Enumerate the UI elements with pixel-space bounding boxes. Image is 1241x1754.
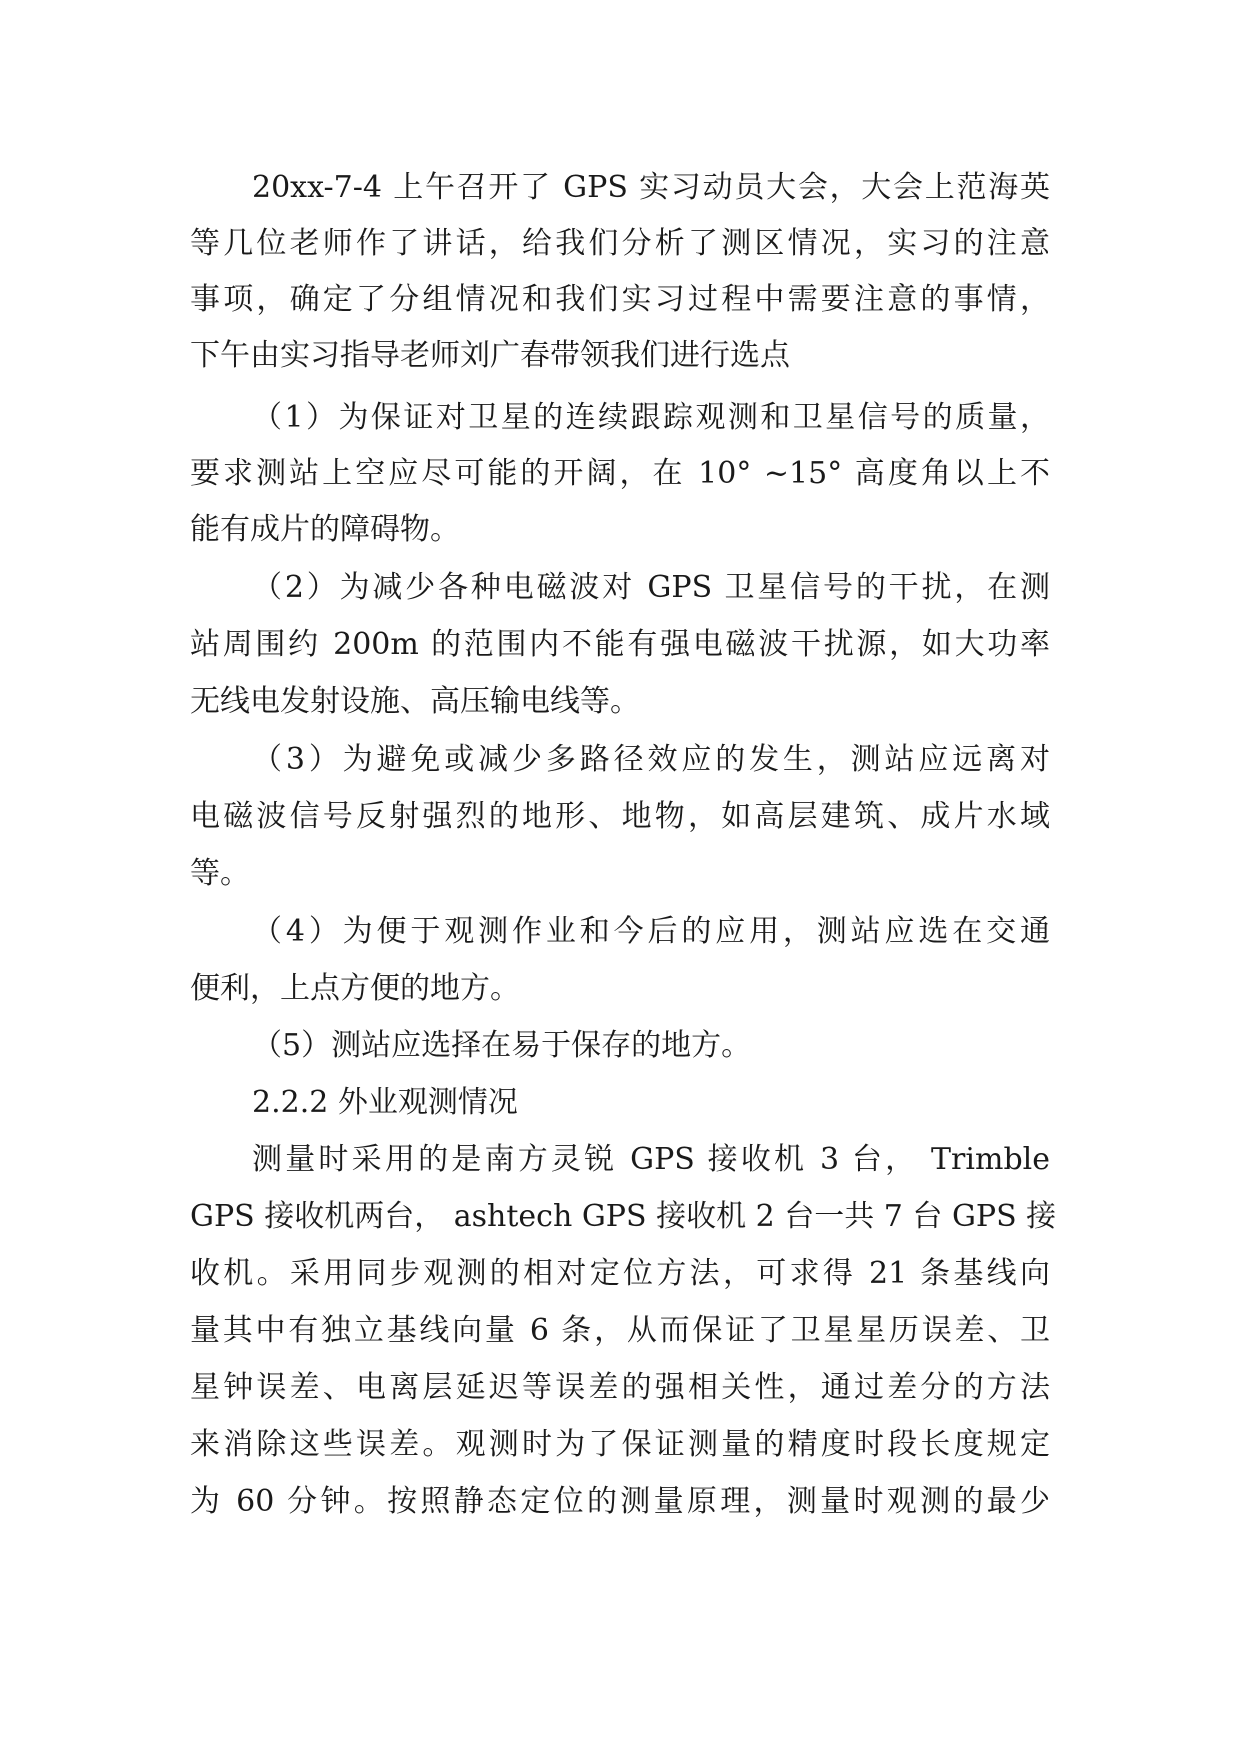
text-line-14: （4）为便于观测作业和今后的应用，测站应选在交通 [252,914,1050,949]
text-line-22: 星钟误差、电离层延迟等误差的强相关性，通过差分的方法 [190,1370,1050,1405]
text-line-2: 等几位老师作了讲话，给我们分析了测区情况，实习的注意 [190,226,1050,261]
text-line-23: 来消除这些误差。观测时为了保证测量的精度时段长度规定 [190,1427,1050,1462]
text-line-13: 等。 [190,856,250,891]
text-line-15: 便利，上点方便的地方。 [190,971,520,1006]
text-line-11: （3）为避免或减少多路径效应的发生，测站应远离对 [252,742,1050,777]
text-line-16: （5）测站应选择在易于保存的地方。 [252,1028,752,1063]
text-line-20: 收机。采用同步观测的相对定位方法，可求得 21 条基线向 [190,1256,1050,1291]
text-line-8: （2）为减少各种电磁波对 GPS 卫星信号的干扰，在测 [252,570,1050,605]
text-line-6: 要求测站上空应尽可能的开阔，在 10° ~15° 高度角以上不 [190,456,1050,491]
text-line-9: 站周围约 200m 的范围内不能有强电磁波干扰源，如大功率 [190,627,1050,662]
text-line-19: GPS 接收机两台， ashtech GPS 接收机 2 台一共 7 台 GPS 接 [190,1199,1057,1234]
text-line-21: 量其中有独立基线向量 6 条，从而保证了卫星星历误差、卫 [190,1313,1050,1348]
text-line-4: 下午由实习指导老师刘广春带领我们进行选点 [190,338,790,373]
text-line-12: 电磁波信号反射强烈的地形、地物，如高层建筑、成片水域 [190,799,1050,834]
text-line-24: 为 60 分钟。按照静态定位的测量原理，测量时观测的最少 [190,1484,1050,1519]
text-line-18: 测量时采用的是南方灵锐 GPS 接收机 3 台， Trimble [252,1142,1050,1177]
text-line-7: 能有成片的障碍物。 [190,512,460,547]
section-heading: 2.2.2 外业观测情况 [252,1085,518,1120]
text-line-3: 事项，确定了分组情况和我们实习过程中需要注意的事情， [190,282,1050,317]
text-line-10: 无线电发射设施、高压输电线等。 [190,684,640,719]
text-line-5: （1）为保证对卫星的连续跟踪观测和卫星信号的质量， [252,400,1050,435]
text-line-1: 20xx-7-4 上午召开了 GPS 实习动员大会，大会上范海英 [252,170,1050,205]
